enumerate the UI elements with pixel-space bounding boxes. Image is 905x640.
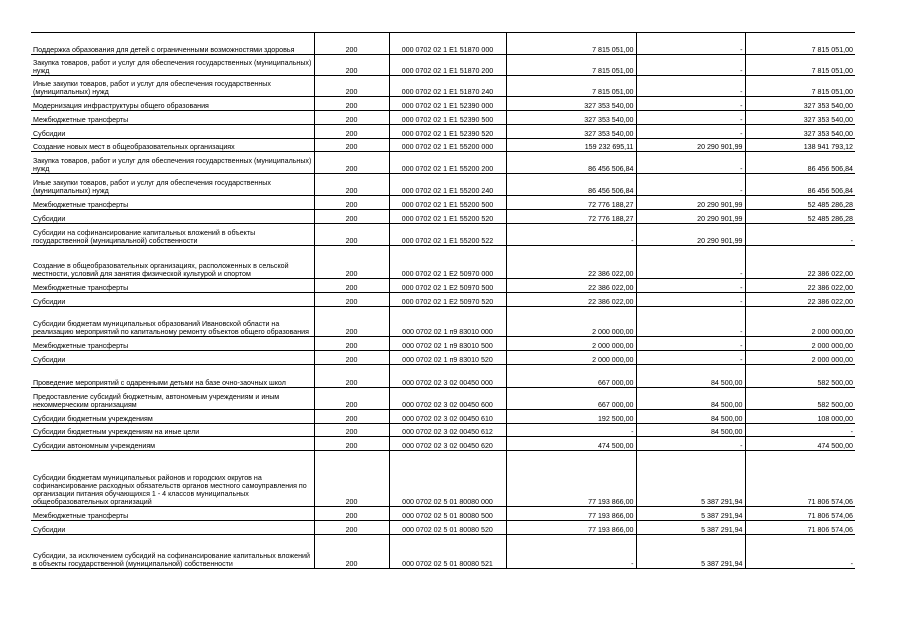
row-description: Межбюджетные трансферты xyxy=(31,337,314,351)
row-executed-amount: 20 290 901,99 xyxy=(636,224,745,246)
row-approved-amount: 77 193 866,00 xyxy=(506,521,636,535)
row-approved-amount: - xyxy=(506,535,636,569)
row-line-code: 200 xyxy=(314,535,389,569)
row-remaining-amount: 71 806 574,06 xyxy=(745,507,855,521)
row-line-code: 200 xyxy=(314,337,389,351)
row-remaining-amount: 52 485 286,28 xyxy=(745,210,855,224)
row-line-code: 200 xyxy=(314,507,389,521)
row-classification-code: 000 0702 02 1 E1 55200 000 xyxy=(389,139,506,152)
row-classification-code: 000 0702 02 1 E2 50970 000 xyxy=(389,246,506,279)
row-description: Модернизация инфраструктуры общего образования xyxy=(31,97,314,111)
table-row xyxy=(31,424,855,437)
row-executed-amount: - xyxy=(636,279,745,293)
row-line-code: 200 xyxy=(314,246,389,279)
row-remaining-amount: 71 806 574,06 xyxy=(745,451,855,507)
row-remaining-amount: 2 000 000,00 xyxy=(745,337,855,351)
row-executed-amount: 5 387 291,94 xyxy=(636,451,745,507)
row-classification-code: 000 0702 02 3 02 00450 600 xyxy=(389,388,506,410)
row-line-code: 200 xyxy=(314,111,389,125)
row-remaining-amount: 22 386 022,00 xyxy=(745,293,855,307)
row-line-code: 200 xyxy=(314,388,389,410)
table-row xyxy=(31,224,855,246)
table-row xyxy=(31,246,855,279)
table-row xyxy=(31,365,855,388)
row-approved-amount: 22 386 022,00 xyxy=(506,279,636,293)
table-body xyxy=(31,33,855,569)
row-description: Субсидии бюджетным учреждениям xyxy=(31,410,314,424)
row-classification-code: 000 0702 02 3 02 00450 610 xyxy=(389,410,506,424)
table-row xyxy=(31,33,855,55)
table-row xyxy=(31,507,855,521)
row-classification-code: 000 0702 02 5 01 80080 000 xyxy=(389,451,506,507)
table-row xyxy=(31,97,855,111)
row-line-code: 200 xyxy=(314,279,389,293)
row-line-code: 200 xyxy=(314,125,389,139)
row-description: Иные закупки товаров, работ и услуг для обеспечения государственных (муниципальных) нужд xyxy=(31,76,314,97)
row-executed-amount: 84 500,00 xyxy=(636,410,745,424)
row-description: Субсидии автономным учреждениям xyxy=(31,437,314,451)
row-classification-code: 000 0702 02 3 02 00450 612 xyxy=(389,424,506,437)
row-remaining-amount: 86 456 506,84 xyxy=(745,152,855,174)
row-line-code: 200 xyxy=(314,196,389,210)
row-executed-amount: 20 290 901,99 xyxy=(636,196,745,210)
row-classification-code: 000 0702 02 3 02 00450 620 xyxy=(389,437,506,451)
row-classification-code: 000 0702 02 1 E1 55200 520 xyxy=(389,210,506,224)
row-remaining-amount: 52 485 286,28 xyxy=(745,196,855,210)
row-approved-amount: 22 386 022,00 xyxy=(506,246,636,279)
row-line-code: 200 xyxy=(314,224,389,246)
row-executed-amount: - xyxy=(636,111,745,125)
row-description: Межбюджетные трансферты xyxy=(31,279,314,293)
row-executed-amount: - xyxy=(636,246,745,279)
table-row xyxy=(31,437,855,451)
row-description: Создание в общеобразовательных организациях, расположенных в сельской местности, условий для занятия физической культурой и спортом xyxy=(31,246,314,279)
row-description: Субсидии бюджетным учреждениям на иные цели xyxy=(31,424,314,437)
row-classification-code: 000 0702 02 1 E1 51870 000 xyxy=(389,33,506,55)
row-description: Субсидии xyxy=(31,351,314,365)
row-approved-amount: - xyxy=(506,424,636,437)
row-remaining-amount: 7 815 051,00 xyxy=(745,33,855,55)
row-executed-amount: - xyxy=(636,307,745,337)
row-executed-amount: 84 500,00 xyxy=(636,365,745,388)
row-description: Межбюджетные трансферты xyxy=(31,196,314,210)
table-row xyxy=(31,521,855,535)
row-remaining-amount: 327 353 540,00 xyxy=(745,125,855,139)
row-classification-code: 000 0702 02 1 E1 51870 240 xyxy=(389,76,506,97)
row-approved-amount: 7 815 051,00 xyxy=(506,76,636,97)
row-executed-amount: 5 387 291,94 xyxy=(636,521,745,535)
row-line-code: 200 xyxy=(314,97,389,111)
row-executed-amount: - xyxy=(636,97,745,111)
row-line-code: 200 xyxy=(314,152,389,174)
row-line-code: 200 xyxy=(314,365,389,388)
row-approved-amount: 86 456 506,84 xyxy=(506,152,636,174)
row-classification-code: 000 0702 02 1 E2 50970 520 xyxy=(389,293,506,307)
row-line-code: 200 xyxy=(314,410,389,424)
row-executed-amount: 84 500,00 xyxy=(636,424,745,437)
table-row xyxy=(31,152,855,174)
row-executed-amount: 5 387 291,94 xyxy=(636,507,745,521)
row-remaining-amount: - xyxy=(745,535,855,569)
row-description: Межбюджетные трансферты xyxy=(31,111,314,125)
row-approved-amount: 667 000,00 xyxy=(506,365,636,388)
row-description: Субсидии бюджетам муниципальных районов и городских округов на софинансирование расходных обязательств органов местного самоуправления по организации питания обучающихся 1 - 4 классов муниципальных общеобразовательных организаций xyxy=(31,451,314,507)
row-approved-amount: 667 000,00 xyxy=(506,388,636,410)
row-remaining-amount: 474 500,00 xyxy=(745,437,855,451)
row-classification-code: 000 0702 02 1 E1 52390 000 xyxy=(389,97,506,111)
row-remaining-amount: 7 815 051,00 xyxy=(745,76,855,97)
row-classification-code: 000 0702 02 3 02 00450 000 xyxy=(389,365,506,388)
row-executed-amount: - xyxy=(636,337,745,351)
row-classification-code: 000 0702 02 1 E1 51870 200 xyxy=(389,55,506,76)
row-remaining-amount: 22 386 022,00 xyxy=(745,279,855,293)
row-executed-amount: - xyxy=(636,55,745,76)
row-approved-amount: 327 353 540,00 xyxy=(506,97,636,111)
row-classification-code: 000 0702 02 1 E1 55200 500 xyxy=(389,196,506,210)
row-description: Межбюджетные трансферты xyxy=(31,507,314,521)
table-row xyxy=(31,174,855,196)
row-remaining-amount: 71 806 574,06 xyxy=(745,521,855,535)
table-row xyxy=(31,410,855,424)
row-description: Субсидии xyxy=(31,521,314,535)
row-classification-code: 000 0702 02 1 E1 52390 520 xyxy=(389,125,506,139)
row-approved-amount: 86 456 506,84 xyxy=(506,174,636,196)
row-remaining-amount: 138 941 793,12 xyxy=(745,139,855,152)
row-description: Проведение мероприятий с одаренными детьми на базе очно-заочных школ xyxy=(31,365,314,388)
row-classification-code: 000 0702 02 1 п9 83010 520 xyxy=(389,351,506,365)
row-remaining-amount: 86 456 506,84 xyxy=(745,174,855,196)
row-line-code: 200 xyxy=(314,451,389,507)
row-description: Поддержка образования для детей с ограниченными возможностями здоровья xyxy=(31,33,314,55)
row-approved-amount: 22 386 022,00 xyxy=(506,293,636,307)
row-executed-amount: - xyxy=(636,152,745,174)
row-approved-amount: 77 193 866,00 xyxy=(506,507,636,521)
row-approved-amount: 2 000 000,00 xyxy=(506,307,636,337)
row-classification-code: 000 0702 02 1 E1 55200 240 xyxy=(389,174,506,196)
row-approved-amount: 7 815 051,00 xyxy=(506,55,636,76)
row-remaining-amount: 2 000 000,00 xyxy=(745,351,855,365)
row-classification-code: 000 0702 02 1 E1 55200 522 xyxy=(389,224,506,246)
table-row xyxy=(31,307,855,337)
row-approved-amount: 327 353 540,00 xyxy=(506,125,636,139)
row-classification-code: 000 0702 02 1 E2 50970 500 xyxy=(389,279,506,293)
row-executed-amount: - xyxy=(636,76,745,97)
row-executed-amount: 84 500,00 xyxy=(636,388,745,410)
row-executed-amount: 20 290 901,99 xyxy=(636,139,745,152)
row-approved-amount: 192 500,00 xyxy=(506,410,636,424)
row-remaining-amount: 2 000 000,00 xyxy=(745,307,855,337)
row-executed-amount: - xyxy=(636,174,745,196)
row-line-code: 200 xyxy=(314,307,389,337)
table-row xyxy=(31,76,855,97)
row-remaining-amount: 582 500,00 xyxy=(745,365,855,388)
table-row xyxy=(31,125,855,139)
row-line-code: 200 xyxy=(314,33,389,55)
table-row xyxy=(31,196,855,210)
row-description: Субсидии на софинансирование капитальных вложений в объекты государственной (муниципальной) собственности xyxy=(31,224,314,246)
row-approved-amount: 2 000 000,00 xyxy=(506,351,636,365)
row-approved-amount: - xyxy=(506,224,636,246)
table-row xyxy=(31,351,855,365)
row-classification-code: 000 0702 02 1 п9 83010 500 xyxy=(389,337,506,351)
row-description: Предоставление субсидий бюджетным, автономным учреждениям и иным некоммерческим организациям xyxy=(31,388,314,410)
row-approved-amount: 72 776 188,27 xyxy=(506,196,636,210)
row-remaining-amount: 582 500,00 xyxy=(745,388,855,410)
row-executed-amount: - xyxy=(636,125,745,139)
row-classification-code: 000 0702 02 1 E1 52390 500 xyxy=(389,111,506,125)
table-row xyxy=(31,337,855,351)
row-approved-amount: 327 353 540,00 xyxy=(506,111,636,125)
row-description: Субсидии xyxy=(31,125,314,139)
row-line-code: 200 xyxy=(314,210,389,224)
row-line-code: 200 xyxy=(314,55,389,76)
row-line-code: 200 xyxy=(314,76,389,97)
row-description: Закупка товаров, работ и услуг для обеспечения государственных (муниципальных) нужд xyxy=(31,55,314,76)
row-executed-amount: 20 290 901,99 xyxy=(636,210,745,224)
row-approved-amount: 474 500,00 xyxy=(506,437,636,451)
table-row xyxy=(31,139,855,152)
row-line-code: 200 xyxy=(314,424,389,437)
row-approved-amount: 72 776 188,27 xyxy=(506,210,636,224)
row-classification-code: 000 0702 02 5 01 80080 500 xyxy=(389,507,506,521)
row-remaining-amount: - xyxy=(745,424,855,437)
table-row xyxy=(31,451,855,507)
row-classification-code: 000 0702 02 1 E1 55200 200 xyxy=(389,152,506,174)
row-description: Субсидии xyxy=(31,210,314,224)
row-remaining-amount: 22 386 022,00 xyxy=(745,246,855,279)
row-executed-amount: - xyxy=(636,437,745,451)
table-row xyxy=(31,388,855,410)
row-classification-code: 000 0702 02 5 01 80080 521 xyxy=(389,535,506,569)
row-approved-amount: 2 000 000,00 xyxy=(506,337,636,351)
table-row xyxy=(31,55,855,76)
row-approved-amount: 77 193 866,00 xyxy=(506,451,636,507)
row-description: Субсидии, за исключением субсидий на софинансирование капитальных вложений в объекты государственной (муниципальной) собственности xyxy=(31,535,314,569)
budget-table xyxy=(31,32,855,569)
table-row xyxy=(31,210,855,224)
row-approved-amount: 7 815 051,00 xyxy=(506,33,636,55)
row-executed-amount: - xyxy=(636,293,745,307)
table-row xyxy=(31,279,855,293)
row-classification-code: 000 0702 02 5 01 80080 520 xyxy=(389,521,506,535)
row-description: Субсидии бюджетам муниципальных образований Ивановской области на реализацию мероприятий по капитальному ремонту объектов общего образования xyxy=(31,307,314,337)
row-remaining-amount: 108 000,00 xyxy=(745,410,855,424)
row-line-code: 200 xyxy=(314,351,389,365)
table-row xyxy=(31,111,855,125)
row-line-code: 200 xyxy=(314,139,389,152)
row-executed-amount: 5 387 291,94 xyxy=(636,535,745,569)
table-row xyxy=(31,535,855,569)
row-executed-amount: - xyxy=(636,351,745,365)
row-remaining-amount: 327 353 540,00 xyxy=(745,97,855,111)
row-description: Иные закупки товаров, работ и услуг для обеспечения государственных (муниципальных) нужд xyxy=(31,174,314,196)
row-line-code: 200 xyxy=(314,521,389,535)
row-line-code: 200 xyxy=(314,174,389,196)
row-classification-code: 000 0702 02 1 п9 83010 000 xyxy=(389,307,506,337)
row-executed-amount: - xyxy=(636,33,745,55)
row-remaining-amount: 7 815 051,00 xyxy=(745,55,855,76)
row-approved-amount: 159 232 695,11 xyxy=(506,139,636,152)
row-description: Закупка товаров, работ и услуг для обеспечения государственных (муниципальных) нужд xyxy=(31,152,314,174)
row-line-code: 200 xyxy=(314,293,389,307)
table-row xyxy=(31,293,855,307)
row-remaining-amount: - xyxy=(745,224,855,246)
row-description: Субсидии xyxy=(31,293,314,307)
row-description: Создание новых мест в общеобразовательных организациях xyxy=(31,139,314,152)
row-line-code: 200 xyxy=(314,437,389,451)
row-remaining-amount: 327 353 540,00 xyxy=(745,111,855,125)
